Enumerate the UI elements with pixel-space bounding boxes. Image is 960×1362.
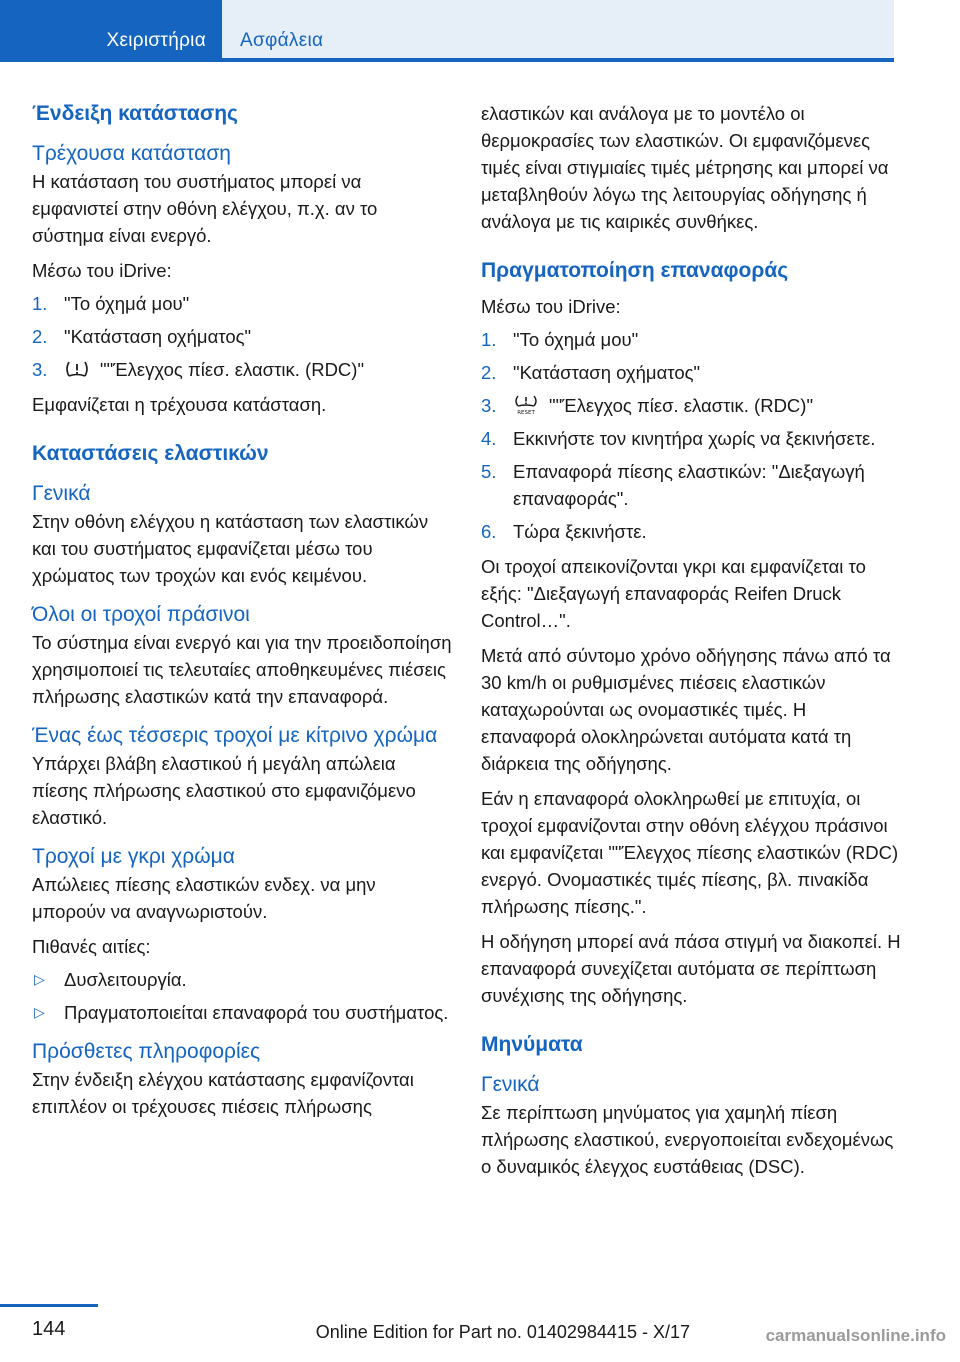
footer-divider xyxy=(0,1304,98,1307)
list-item: 6. Τώρα ξεκινήστε. xyxy=(481,521,647,542)
yellow-wheels-heading: Ένας έως τέσσερις τροχοί με κίτρινο χρώμα xyxy=(32,724,438,747)
general-heading: Γενικά xyxy=(32,482,91,505)
general-heading: Γενικά xyxy=(481,1073,540,1096)
additional-info-heading: Πρόσθετες πληροφορίες xyxy=(32,1040,261,1063)
tab-controls-label: Χειριστήρια xyxy=(106,30,206,51)
current-status-text: Η κατάσταση του συστήματος μπορεί να εμφανιστεί στην οθόνη ελέγχου, π.χ. αν το σύστημα είναι ενεργό. xyxy=(32,171,378,246)
reset-paragraph-4: Η οδήγηση μπορεί ανά πάσα στιγμή να διακοπεί. Η επαναφορά συνεχίζεται αυτόματα σε περίπτωση συνέχισης της οδήγησης. xyxy=(481,931,901,1006)
via-idrive-text: Μέσω του iDrive: xyxy=(32,260,172,281)
list-item: 5. Επαναφορά πίεσης ελαστικών: "Διεξαγωγή επαναφοράς". xyxy=(481,461,865,509)
tab-safety[interactable]: Ασφάλεια xyxy=(240,30,324,51)
tire-pressure-warning-icon xyxy=(64,359,90,379)
list-item: 2. "Κατάσταση οχήματος" xyxy=(481,362,701,383)
grey-wheels-heading: Τροχοί με γκρι χρώμα xyxy=(32,845,235,868)
list-item: 3. RESET ""Έλεγχος πίεσ. ελαστικ. (RDC)" xyxy=(481,395,814,416)
list-item: ▷ Δυσλειτουργία. xyxy=(32,966,452,993)
right-column xyxy=(481,100,901,1180)
edition-text: Online Edition for Part no. 01402984415 - X/17 xyxy=(315,1322,690,1342)
continued-text: ελαστικών και ανάλογα με το μοντέλο οι θερμοκρασίες των ελαστικών. Οι εμφανιζόμενες τιμές είναι στιγμιαίες τιμές μέτρησης και μπορεί να μεταβληθούν λόγω της λειτουργίας οδήγησης ή ανάλογα με τις καιρικές συνθήκες. xyxy=(481,103,889,232)
idrive-steps-list xyxy=(32,290,452,383)
list-item: 1. "Το όχημά μου" xyxy=(32,293,190,314)
svg-text:RESET: RESET xyxy=(517,410,535,415)
list-item: 3. ""Έλεγχος πίεσ. ελαστικ. (RDC)" xyxy=(32,359,365,380)
green-wheels-text: Το σύστημα είναι ενεργό και για την προειδοποίηση χρησιμοποιεί τις τελευταίες αποθηκευμένες πιέσεις πλήρωσης ελαστικών κατά την επαναφορά. xyxy=(32,632,452,707)
list-item: 2. "Κατάσταση οχήματος" xyxy=(32,326,252,347)
current-status-heading: Τρέχουσα κατάσταση xyxy=(32,142,231,165)
reset-heading: Πραγματοποίηση επαναφοράς xyxy=(481,259,789,282)
reset-paragraph-3: Εάν η επαναφορά ολοκληρωθεί με επιτυχία, οι τροχοί εμφανίζονται στην οθόνη ελέγχου πράσινοι και εμφανίζεται ""Έλεγχος πίεσης ελαστικών (RDC) ενεργό. Ονομαστικές τιμές πίεσης, βλ. πινακίδα πλήρωσης πίεσης.". xyxy=(481,788,899,917)
watermark: carmanualsonline.info xyxy=(765,1326,946,1345)
reset-paragraph-1: Οι τροχοί απεικονίζονται γκρι και εμφανίζεται το εξής: "Διεξαγωγή επαναφοράς Reifen Druck Control…". xyxy=(481,556,866,631)
tab-controls[interactable] xyxy=(0,0,222,62)
messages-heading: Μηνύματα xyxy=(481,1033,583,1056)
header-divider xyxy=(0,58,894,62)
possible-causes-text: Πιθανές αιτίες: xyxy=(32,936,151,957)
yellow-wheels-text: Υπάρχει βλάβη ελαστικού ή μεγάλη απώλεια πίεσης πλήρωσης ελαστικού στο εμφανιζόμενο ελαστικό. xyxy=(32,753,416,828)
messages-general-text: Σε περίπτωση μηνύματος για χαμηλή πίεση πλήρωσης ελαστικού, ενεργοποιείται ενδεχομένως ο δυναμικός έλεγχος ευστάθειας (DSC). xyxy=(481,1102,894,1177)
triangle-bullet-icon: ▷ xyxy=(34,1004,45,1020)
causes-list xyxy=(32,966,452,1026)
page-number: 144 xyxy=(32,1318,66,1340)
left-column xyxy=(32,100,452,1120)
list-item: 4. Εκκινήστε τον κινητήρα χωρίς να ξεκινήσετε. xyxy=(481,428,876,449)
via-idrive-text: Μέσω του iDrive: xyxy=(481,296,621,317)
green-wheels-heading: Όλοι οι τροχοί πράσινοι xyxy=(32,603,250,626)
reset-steps-list xyxy=(481,326,901,545)
current-shown-text: Εμφανίζεται η τρέχουσα κατάσταση. xyxy=(32,394,327,415)
general-text: Στην οθόνη ελέγχου η κατάσταση των ελαστικών και του συστήματος εμφανίζεται μέσω του χρώματος των τροχών και ενός κειμένου. xyxy=(32,511,429,586)
triangle-bullet-icon: ▷ xyxy=(34,971,45,987)
list-item: ▷ Πραγματοποιείται επαναφορά του συστήματος. xyxy=(32,999,452,1026)
list-item: 1. "Το όχημά μου" xyxy=(481,329,639,350)
page-header xyxy=(0,0,894,62)
reset-paragraph-2: Μετά από σύντομο χρόνο οδήγησης πάνω από τα 30 km/h οι ρυθμισμένες πιέσεις ελαστικών καταχωρούνται ως ονομαστικές τιμές. Η επαναφορά ολοκληρώνεται αυτόματα κατά τη διάρκεια της οδήγησης. xyxy=(481,645,891,774)
additional-info-text: Στην ένδειξη ελέγχου κατάστασης εμφανίζονται επιπλέον οι τρέχουσες πιέσεις πλήρωσης xyxy=(32,1069,414,1117)
tire-pressure-reset-icon xyxy=(513,395,539,415)
status-display-heading: Ένδειξη κατάστασης xyxy=(32,102,238,125)
tire-states-heading: Καταστάσεις ελαστικών xyxy=(32,442,269,465)
grey-wheels-text: Απώλειες πίεσης ελαστικών ενδεχ. να μην μπορούν να αναγνωριστούν. xyxy=(32,874,376,922)
